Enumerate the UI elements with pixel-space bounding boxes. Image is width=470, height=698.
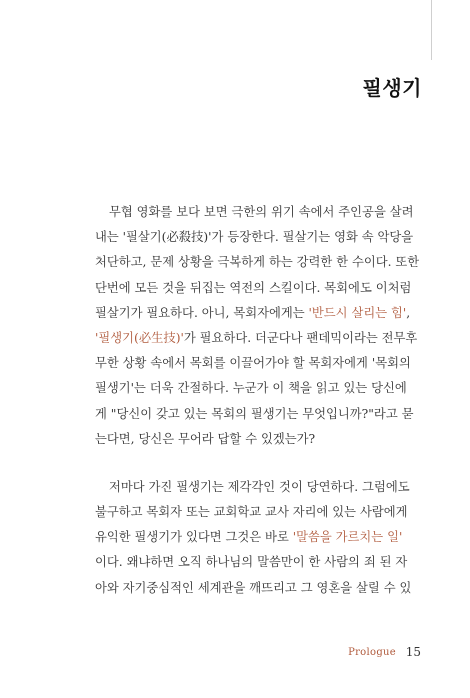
paragraph-spacer [95,452,420,475]
highlighted-phrase: '반드시 살리는 힘' [308,305,407,320]
page-number: 15 [405,645,421,659]
paragraph-2 [95,475,420,601]
page-footer [0,645,470,665]
top-vertical-rule [431,0,432,60]
line-text: , [406,305,411,320]
paragraph-line: 단번에 모든 것을 뒤집는 역전의 스킬이다. 목회에도 이처럼 [95,280,412,295]
paragraph-line: 이다. 왜냐하면 오직 하나님의 말씀만이 한 사람의 죄 된 자 [95,555,408,570]
paragraph-line: 무한 상황 속에서 목회를 이끌어가야 할 목회자에게 '목회의 [95,356,411,371]
paragraph-line: 는다면, 당신은 무어라 답할 수 있겠는가? [95,431,316,446]
paragraph-line: 처단하고, 문제 상황을 극복하게 하는 강력한 한 수이다. 또한 [95,255,420,270]
paragraph-line: 저마다 가진 필생기는 제각각인 것이 당연하다. 그럼에도 [109,479,410,494]
paragraph-line [95,326,420,351]
paragraph-line: 게 "당신이 갖고 있는 목회의 필생기는 무엇입니까?"라고 묻 [95,406,414,421]
paragraph-line [95,525,420,550]
highlighted-phrase: '말씀을 가르치는 일' [292,530,403,545]
line-text: 유익한 필생기가 있다면 그것은 바로 [95,530,293,545]
body-text [95,200,420,601]
page-title: 필생기 [362,76,422,100]
paragraph-line: 내는 '필살기(必殺技)'가 등장한다. 필살기는 영화 속 악당을 [95,230,414,245]
paragraph-1 [95,200,420,452]
paragraph-line [95,301,420,326]
section-label: Prologue [348,647,396,658]
paragraph-line: 무협 영화를 보다 보면 극한의 위기 속에서 주인공을 살려 [109,205,414,219]
paragraph-line: 아와 자기중심적인 세계관을 깨뜨리고 그 영혼을 살릴 수 있 [95,580,412,595]
paragraph-line: 필생기'는 더욱 간절하다. 누군가 이 책을 읽고 있는 당신에 [95,381,407,396]
line-text: 필살기가 필요하다. 아니, 목회자에게는 [95,305,309,320]
highlighted-phrase: '필생기(必生技)' [95,330,184,345]
line-text: 가 필요하다. 더군다나 팬데믹이라는 전무후 [183,330,418,345]
paragraph-line: 불구하고 목회자 또는 교회학교 교사 자리에 있는 사람에게 [95,505,408,520]
